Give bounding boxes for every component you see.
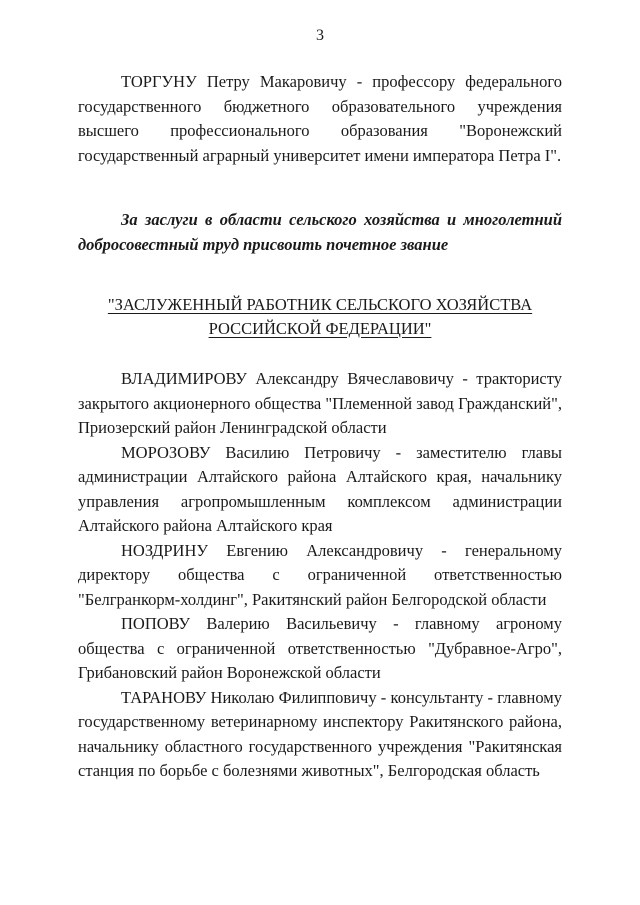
awardee-item: МОРОЗОВУ Василию Петровичу - заместителю главы администрации Алтайского района Алтайского края, начальнику управления агропромышленным комплексом администрации Алтайского района Алтайского края (78, 442, 562, 535)
page-number: 3 (316, 27, 324, 44)
awardee-item: НОЗДРИНУ Евгению Александровичу - генеральному директору общества с ограниченной ответственностью "Белгранкорм-холдинг", Ракитянский район Белгородской области (78, 540, 562, 609)
awardee-list (78, 367, 562, 784)
honorary-title (78, 293, 562, 341)
honorary-title-line-1: "ЗАСЛУЖЕННЫЙ РАБОТНИК СЕЛЬСКОГО ХОЗЯЙСТВА (107, 295, 533, 314)
awardee-item: ТАРАНОВУ Николаю Филипповичу - консультанту - главному государственному ветеринарному инспектору Ракитянского района, начальнику областного государственного учреждения "Ракитянская станция по борьбе с болезнями животных", Белгородская область (78, 687, 562, 780)
awardee-item: ВЛАДИМИРОВУ Александру Вячеславовичу - трактористу закрытого акционерного общества "Племенной завод Гражданский", Приозерский район Ленинградской области (78, 369, 562, 437)
document-body (78, 70, 562, 784)
decree-statement: За заслуги в области сельского хозяйства и многолетний добросовестный труд присвоить почетное звание (78, 210, 562, 254)
honorary-title-line-2: РОССИЙСКОЙ ФЕДЕРАЦИИ" (208, 319, 432, 338)
intro-paragraph: ТОРГУНУ Петру Макаровичу - профессору федерального государственного бюджетного образовательного учреждения высшего профессионального образования "Воронежский государственный аграрный университет имени императора Петра I". (78, 72, 562, 165)
awardee-item: ПОПОВУ Валерию Васильевичу - главному агроному общества с ограниченной ответственностью "Дубравное-Агро", Грибановский район Воронежской области (78, 614, 562, 682)
